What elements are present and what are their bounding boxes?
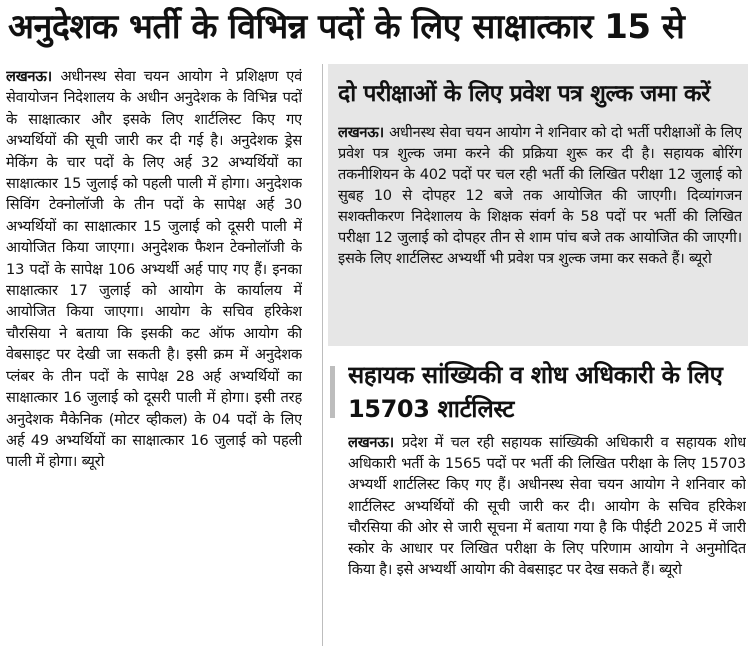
story2-body: प्रदेश में चल रही सहायक सांख्यिकी अधिकारी व सहायक शोध अधिकारी भर्ती के 1565 पदों पर भर्ती की लिखित परीक्षा के लिए 15703 अभ्यर्थी शार्टलिस्ट किए गए हैं। अधीनस्थ सेवा चयन आयोग ने शनिवार को शार्टलिस्ट अभ्यर्थियों की सूची जारी कर दी। आयोग के सचिव हरिकेश चौरसिया की ओर से जारी सूचना में बताया गया है कि पीईटी 2025 में जारी स्कोर के आधार पर लिखित परीक्षा के लिए परिणाम आयोग ने अनुमोदित किया है। इसे अभ्यर्थी आयोग की वेबसाइट पर देख सकते हैं। ब्यूरो [348,434,746,579]
box-article-body [338,122,742,344]
story2-dateline: लखनऊ। [348,434,402,451]
story2-article-body [348,432,746,644]
main-article-text [6,66,302,473]
main-headline: अनुदेशक भर्ती के विभिन्न पदों के लिए साक्षात्कार 15 से [8,7,685,47]
column-divider [322,64,323,646]
box-dateline: लखनऊ। [338,124,390,141]
main-dateline: लखनऊ। [6,68,61,85]
story2-accent-bar [330,366,335,418]
story2-article-text [348,432,746,580]
admit-card-story-box [328,64,748,346]
box-headline: दो परीक्षाओं के लिए प्रवेश पत्र शुल्क जमा करें [338,81,711,107]
main-article-body [6,66,302,650]
box-body: अधीनस्थ सेवा चयन आयोग ने शनिवार को दो भर्ती परीक्षाओं के लिए प्रवेश पत्र शुल्क जमा करने की प्रक्रिया शुरू कर दी है। सहायक बोरिंग तकनीशियन के 402 पदों पर चल रही भर्ती की लिखित परीक्षा 12 जुलाई को सुबह 10 से दोपहर 12 बजे तक आयोजित की जाएगी। दिव्यांगजन सशक्तीकरण निदेशालय के शिक्षक संवर्ग के 58 पदों पर भर्ती की लिखित परीक्षा 12 जुलाई को दोपहर तीन से शाम पांच बजे तक आयोजित की जाएगी। इसके लिए शार्टलिस्ट अभ्यर्थी भी प्रवेश पत्र शुल्क जमा कर सकते हैं। ब्यूरो [338,124,742,267]
box-article-text [338,122,742,269]
main-body: अधीनस्थ सेवा चयन आयोग ने प्रशिक्षण एवं सेवायोजन निदेशालय के अधीन अनुदेशक के विभिन्न पदों के साक्षात्कार और इसके लिए शार्टलिस्ट किए गए अभ्यर्थियों की सूची जारी कर दी गई है। अनुदेशक ड्रेस मेकिंग के चार पदों के लिए अर्ह 32 अभ्यर्थियों का साक्षात्कार 15 जुलाई को पहली पाली में होगा। अनुदेशक सिविंग टेक्नोलॉजी के तीन पदों के सापेक्ष अर्ह 30 अभ्यर्थियों का साक्षात्कार 15 जुलाई को दूसरी पाली में आयोजित किया जाएगा। अनुदेशक फैशन टेक्नोलॉजी के 13 पदों के सापेक्ष 106 अभ्यर्थी अर्ह पाए गए हैं। इनका साक्षात्कार 17 जुलाई को आयोग के कार्यालय में आयोजित किया जाएगा। आयोग के सचिव हरिकेश चौरसिया ने बताया कि इसकी कट ऑफ आयोग की वेबसाइट पर देखी जा सकती है। इसी क्रम में अनुदेशक प्लंबर के तीन पदों के सापेक्ष 28 अर्ह अभ्यर्थियों का साक्षात्कार 16 जुलाई को दूसरी पाली में होगा। इसी तरह अनुदेशक मैकेनिक (मोटर व्हीकल) के 04 पदों के लिए अर्ह 49 अभ्यर्थियों का साक्षात्कार 16 जुलाई को पहली पाली में होगा। ब्यूरो [6,68,302,471]
story2-headline: सहायक सांख्यिकी व शोध अधिकारी के लिए 15703 शार्टलिस्ट [348,361,723,423]
